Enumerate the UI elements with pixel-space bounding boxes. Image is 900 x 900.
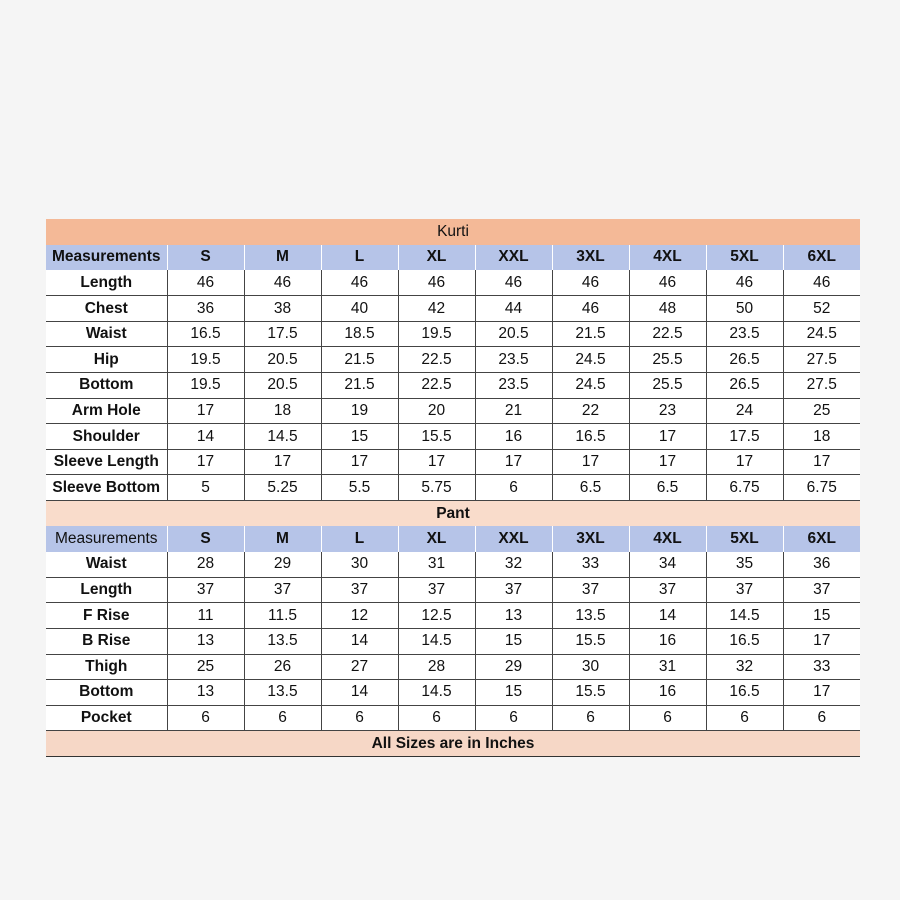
pant-header-size: 5XL bbox=[706, 526, 783, 552]
kurti-measurement-value: 5.5 bbox=[321, 475, 398, 501]
pant-row bbox=[46, 629, 860, 655]
pant-measurement-value: 29 bbox=[475, 654, 552, 680]
kurti-measurement-value: 17 bbox=[321, 449, 398, 475]
kurti-measurement-value: 22.5 bbox=[629, 321, 706, 347]
pant-header-size: M bbox=[244, 526, 321, 552]
pant-measurement-value: 6 bbox=[398, 705, 475, 731]
kurti-measurement-value: 14 bbox=[167, 424, 244, 450]
pant-measurement-value: 6 bbox=[475, 705, 552, 731]
kurti-measurement-value: 19 bbox=[321, 398, 398, 424]
kurti-measurement-value: 5.25 bbox=[244, 475, 321, 501]
kurti-measurement-value: 27.5 bbox=[783, 373, 860, 399]
kurti-measurement-value: 18 bbox=[244, 398, 321, 424]
kurti-header-size: S bbox=[167, 245, 244, 271]
kurti-header-size: XXL bbox=[475, 245, 552, 271]
pant-measurement-value: 37 bbox=[783, 577, 860, 603]
kurti-measurement-value: 20 bbox=[398, 398, 475, 424]
pant-measurement-value: 14 bbox=[321, 680, 398, 706]
kurti-measurement-value: 16.5 bbox=[167, 321, 244, 347]
pant-header-size: 4XL bbox=[629, 526, 706, 552]
pant-measurement-value: 14.5 bbox=[706, 603, 783, 629]
pant-measurement-value: 34 bbox=[629, 552, 706, 578]
size-chart-table bbox=[46, 219, 860, 757]
pant-header-measurements: Measurements bbox=[46, 526, 167, 552]
pant-measurement-value: 6 bbox=[552, 705, 629, 731]
pant-measurement-value: 37 bbox=[629, 577, 706, 603]
pant-measurement-value: 17 bbox=[783, 629, 860, 655]
pant-measurement-value: 37 bbox=[706, 577, 783, 603]
pant-measurement-value: 13 bbox=[167, 680, 244, 706]
kurti-measurement-value: 21.5 bbox=[321, 347, 398, 373]
kurti-header-size: 6XL bbox=[783, 245, 860, 271]
kurti-measurement-label: Waist bbox=[46, 321, 167, 347]
kurti-measurement-value: 21 bbox=[475, 398, 552, 424]
pant-measurement-value: 31 bbox=[398, 552, 475, 578]
pant-measurement-value: 15.5 bbox=[552, 680, 629, 706]
kurti-measurement-value: 46 bbox=[552, 296, 629, 322]
kurti-measurement-value: 46 bbox=[629, 270, 706, 296]
pant-title: Pant bbox=[46, 501, 860, 527]
kurti-measurement-value: 17 bbox=[167, 398, 244, 424]
kurti-measurement-value: 46 bbox=[783, 270, 860, 296]
pant-header-row bbox=[46, 526, 860, 552]
kurti-measurement-value: 20.5 bbox=[475, 321, 552, 347]
size-chart-body bbox=[46, 219, 860, 756]
sizes-in-inches-note: All Sizes are in Inches bbox=[46, 731, 860, 757]
kurti-measurement-value: 17 bbox=[706, 449, 783, 475]
pant-measurement-label: Pocket bbox=[46, 705, 167, 731]
kurti-measurement-value: 20.5 bbox=[244, 373, 321, 399]
pant-row bbox=[46, 603, 860, 629]
kurti-measurement-value: 46 bbox=[475, 270, 552, 296]
kurti-measurement-value: 15 bbox=[321, 424, 398, 450]
pant-header-size: 3XL bbox=[552, 526, 629, 552]
kurti-measurement-value: 6.75 bbox=[706, 475, 783, 501]
kurti-measurement-value: 26.5 bbox=[706, 373, 783, 399]
kurti-measurement-value: 19.5 bbox=[398, 321, 475, 347]
pant-measurement-value: 32 bbox=[706, 654, 783, 680]
pant-measurement-value: 11.5 bbox=[244, 603, 321, 629]
pant-measurement-value: 14 bbox=[629, 603, 706, 629]
pant-measurement-value: 6 bbox=[321, 705, 398, 731]
kurti-measurement-value: 20.5 bbox=[244, 347, 321, 373]
pant-measurement-label: Waist bbox=[46, 552, 167, 578]
kurti-row bbox=[46, 398, 860, 424]
kurti-measurement-value: 16 bbox=[475, 424, 552, 450]
pant-measurement-value: 37 bbox=[321, 577, 398, 603]
pant-header-size: L bbox=[321, 526, 398, 552]
pant-measurement-value: 11 bbox=[167, 603, 244, 629]
kurti-header-measurements: Measurements bbox=[46, 245, 167, 271]
pant-header-size: XL bbox=[398, 526, 475, 552]
pant-measurement-value: 36 bbox=[783, 552, 860, 578]
kurti-header-size: XL bbox=[398, 245, 475, 271]
kurti-header-size: 3XL bbox=[552, 245, 629, 271]
kurti-measurement-value: 42 bbox=[398, 296, 475, 322]
pant-measurement-value: 6 bbox=[783, 705, 860, 731]
kurti-measurement-value: 24.5 bbox=[783, 321, 860, 347]
kurti-measurement-label: Sleeve Bottom bbox=[46, 475, 167, 501]
kurti-measurement-value: 25.5 bbox=[629, 373, 706, 399]
pant-measurement-value: 33 bbox=[783, 654, 860, 680]
kurti-measurement-value: 19.5 bbox=[167, 347, 244, 373]
kurti-measurement-value: 21.5 bbox=[321, 373, 398, 399]
kurti-row bbox=[46, 424, 860, 450]
kurti-measurement-value: 24.5 bbox=[552, 347, 629, 373]
pant-measurement-value: 30 bbox=[321, 552, 398, 578]
pant-measurement-value: 13.5 bbox=[552, 603, 629, 629]
pant-measurement-value: 37 bbox=[244, 577, 321, 603]
pant-measurement-value: 29 bbox=[244, 552, 321, 578]
kurti-measurement-value: 25 bbox=[783, 398, 860, 424]
kurti-measurement-value: 26.5 bbox=[706, 347, 783, 373]
kurti-measurement-value: 23.5 bbox=[706, 321, 783, 347]
pant-row bbox=[46, 577, 860, 603]
kurti-measurement-label: Sleeve Length bbox=[46, 449, 167, 475]
kurti-row bbox=[46, 270, 860, 296]
pant-measurement-value: 17 bbox=[783, 680, 860, 706]
kurti-measurement-value: 16.5 bbox=[552, 424, 629, 450]
kurti-measurement-value: 52 bbox=[783, 296, 860, 322]
pant-measurement-label: Length bbox=[46, 577, 167, 603]
kurti-header-size: 5XL bbox=[706, 245, 783, 271]
pant-row bbox=[46, 705, 860, 731]
pant-measurement-value: 6 bbox=[244, 705, 321, 731]
pant-measurement-value: 13.5 bbox=[244, 629, 321, 655]
kurti-header-size: M bbox=[244, 245, 321, 271]
pant-measurement-value: 35 bbox=[706, 552, 783, 578]
pant-measurement-value: 12.5 bbox=[398, 603, 475, 629]
kurti-measurement-value: 46 bbox=[244, 270, 321, 296]
pant-measurement-value: 37 bbox=[552, 577, 629, 603]
pant-measurement-value: 26 bbox=[244, 654, 321, 680]
kurti-row bbox=[46, 373, 860, 399]
kurti-measurement-label: Bottom bbox=[46, 373, 167, 399]
kurti-row bbox=[46, 347, 860, 373]
pant-row bbox=[46, 680, 860, 706]
kurti-measurement-value: 6 bbox=[475, 475, 552, 501]
kurti-measurement-value: 46 bbox=[167, 270, 244, 296]
kurti-measurement-value: 18 bbox=[783, 424, 860, 450]
pant-header-size: XXL bbox=[475, 526, 552, 552]
kurti-title: Kurti bbox=[46, 219, 860, 245]
pant-measurement-value: 16 bbox=[629, 680, 706, 706]
kurti-measurement-value: 17 bbox=[244, 449, 321, 475]
kurti-measurement-value: 6.5 bbox=[629, 475, 706, 501]
kurti-measurement-label: Length bbox=[46, 270, 167, 296]
kurti-measurement-value: 22 bbox=[552, 398, 629, 424]
kurti-row bbox=[46, 321, 860, 347]
kurti-measurement-value: 5.75 bbox=[398, 475, 475, 501]
pant-measurement-value: 6 bbox=[706, 705, 783, 731]
pant-measurement-value: 13 bbox=[475, 603, 552, 629]
pant-measurement-value: 16.5 bbox=[706, 629, 783, 655]
kurti-measurement-value: 23.5 bbox=[475, 347, 552, 373]
kurti-measurement-value: 38 bbox=[244, 296, 321, 322]
kurti-measurement-value: 22.5 bbox=[398, 347, 475, 373]
kurti-measurement-value: 19.5 bbox=[167, 373, 244, 399]
pant-measurement-value: 37 bbox=[398, 577, 475, 603]
kurti-row bbox=[46, 449, 860, 475]
kurti-measurement-value: 40 bbox=[321, 296, 398, 322]
pant-measurement-value: 12 bbox=[321, 603, 398, 629]
kurti-measurement-value: 46 bbox=[321, 270, 398, 296]
pant-row bbox=[46, 654, 860, 680]
pant-header-size: S bbox=[167, 526, 244, 552]
pant-row bbox=[46, 552, 860, 578]
pant-measurement-value: 16 bbox=[629, 629, 706, 655]
footer-row bbox=[46, 731, 860, 757]
kurti-measurement-value: 17 bbox=[475, 449, 552, 475]
kurti-measurement-value: 24.5 bbox=[552, 373, 629, 399]
pant-measurement-value: 28 bbox=[167, 552, 244, 578]
kurti-measurement-label: Shoulder bbox=[46, 424, 167, 450]
kurti-measurement-label: Arm Hole bbox=[46, 398, 167, 424]
kurti-measurement-value: 17.5 bbox=[244, 321, 321, 347]
kurti-measurement-label: Chest bbox=[46, 296, 167, 322]
pant-measurement-label: F Rise bbox=[46, 603, 167, 629]
pant-measurement-value: 33 bbox=[552, 552, 629, 578]
kurti-measurement-value: 6.5 bbox=[552, 475, 629, 501]
pant-measurement-value: 31 bbox=[629, 654, 706, 680]
kurti-row bbox=[46, 296, 860, 322]
kurti-row bbox=[46, 475, 860, 501]
pant-header-size: 6XL bbox=[783, 526, 860, 552]
kurti-measurement-value: 36 bbox=[167, 296, 244, 322]
kurti-measurement-value: 48 bbox=[629, 296, 706, 322]
kurti-header-size: L bbox=[321, 245, 398, 271]
kurti-measurement-value: 44 bbox=[475, 296, 552, 322]
pant-measurement-value: 6 bbox=[167, 705, 244, 731]
kurti-measurement-value: 27.5 bbox=[783, 347, 860, 373]
pant-measurement-label: Thigh bbox=[46, 654, 167, 680]
kurti-measurement-value: 18.5 bbox=[321, 321, 398, 347]
pant-measurement-value: 32 bbox=[475, 552, 552, 578]
pant-measurement-value: 37 bbox=[475, 577, 552, 603]
kurti-measurement-value: 23.5 bbox=[475, 373, 552, 399]
kurti-measurement-value: 17 bbox=[167, 449, 244, 475]
kurti-measurement-value: 17 bbox=[629, 449, 706, 475]
kurti-measurement-value: 17 bbox=[552, 449, 629, 475]
kurti-measurement-value: 24 bbox=[706, 398, 783, 424]
kurti-measurement-value: 46 bbox=[706, 270, 783, 296]
pant-measurement-value: 6 bbox=[629, 705, 706, 731]
pant-measurement-label: B Rise bbox=[46, 629, 167, 655]
kurti-measurement-value: 22.5 bbox=[398, 373, 475, 399]
kurti-header-row bbox=[46, 245, 860, 271]
pant-measurement-value: 13 bbox=[167, 629, 244, 655]
pant-measurement-value: 28 bbox=[398, 654, 475, 680]
kurti-measurement-value: 50 bbox=[706, 296, 783, 322]
pant-measurement-value: 14 bbox=[321, 629, 398, 655]
pant-measurement-value: 30 bbox=[552, 654, 629, 680]
kurti-measurement-value: 15.5 bbox=[398, 424, 475, 450]
pant-measurement-value: 14.5 bbox=[398, 629, 475, 655]
kurti-measurement-value: 21.5 bbox=[552, 321, 629, 347]
pant-measurement-value: 16.5 bbox=[706, 680, 783, 706]
pant-measurement-value: 15 bbox=[475, 680, 552, 706]
kurti-measurement-value: 17 bbox=[783, 449, 860, 475]
size-chart bbox=[46, 219, 860, 757]
pant-measurement-value: 25 bbox=[167, 654, 244, 680]
kurti-measurement-value: 6.75 bbox=[783, 475, 860, 501]
pant-measurement-value: 15 bbox=[783, 603, 860, 629]
kurti-measurement-value: 46 bbox=[398, 270, 475, 296]
kurti-measurement-value: 14.5 bbox=[244, 424, 321, 450]
kurti-measurement-value: 25.5 bbox=[629, 347, 706, 373]
kurti-measurement-value: 17 bbox=[629, 424, 706, 450]
kurti-header-size: 4XL bbox=[629, 245, 706, 271]
kurti-measurement-label: Hip bbox=[46, 347, 167, 373]
kurti-measurement-value: 17 bbox=[398, 449, 475, 475]
pant-title-row bbox=[46, 501, 860, 527]
kurti-measurement-value: 17.5 bbox=[706, 424, 783, 450]
pant-measurement-value: 27 bbox=[321, 654, 398, 680]
pant-measurement-value: 15.5 bbox=[552, 629, 629, 655]
kurti-measurement-value: 23 bbox=[629, 398, 706, 424]
pant-measurement-value: 14.5 bbox=[398, 680, 475, 706]
pant-measurement-value: 13.5 bbox=[244, 680, 321, 706]
kurti-measurement-value: 5 bbox=[167, 475, 244, 501]
kurti-measurement-value: 46 bbox=[552, 270, 629, 296]
pant-measurement-value: 15 bbox=[475, 629, 552, 655]
kurti-title-row bbox=[46, 219, 860, 245]
pant-measurement-value: 37 bbox=[167, 577, 244, 603]
pant-measurement-label: Bottom bbox=[46, 680, 167, 706]
